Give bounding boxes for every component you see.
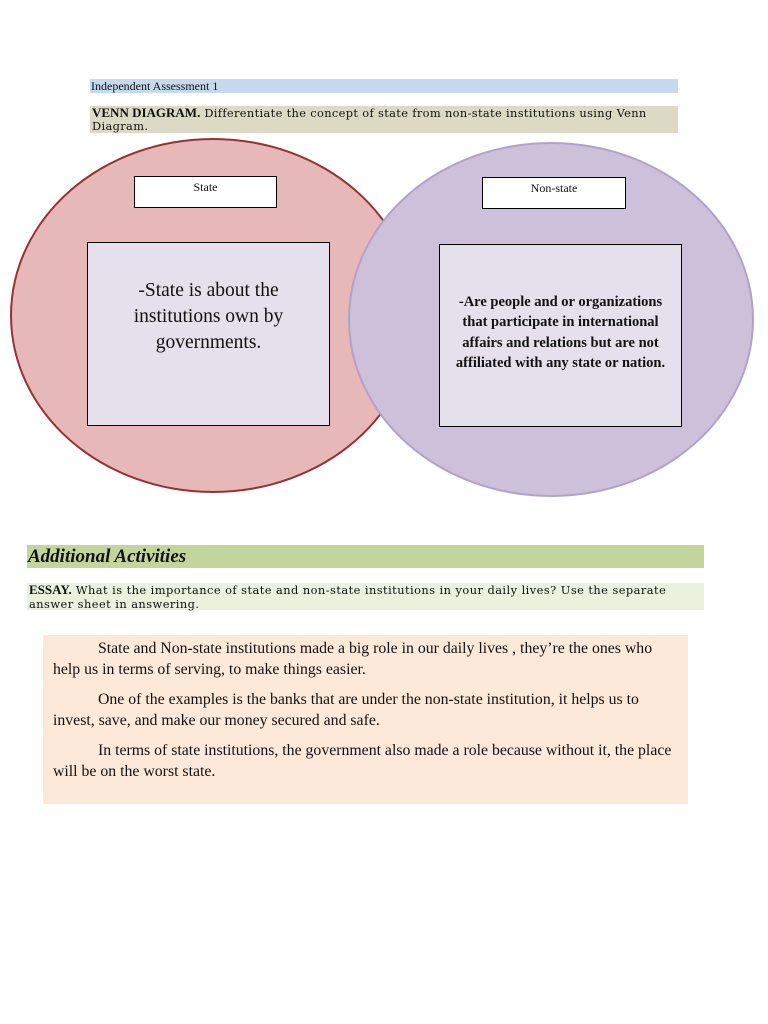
essay-paragraph: In terms of state institutions, the government also made a role because without it, the place will be on the worst state. [53,742,672,780]
venn-label: VENN DIAGRAM. [92,105,201,120]
additional-activities-heading: Additional Activities [27,545,704,568]
essay-instructions [27,583,704,610]
venn-instructions [90,106,678,133]
state-content-box [87,242,330,426]
essay-label: ESSAY. [29,582,72,597]
non-state-content-box [439,244,682,427]
venn-instructions-text: Differentiate the concept of state from non-state institutions using Venn Diagram. [92,106,647,133]
essay-instructions-text: What is the importance of state and non-state institutions in your daily lives? Use the separate answer sheet in answering. [29,583,667,611]
essay-answer [43,635,688,804]
essay-paragraph: State and Non-state institutions made a big role in our daily lives , they’re the ones who help us in terms of serving, to make things easier. [53,640,653,678]
essay-paragraph: One of the examples is the banks that are under the non-state institution, it helps us to invest, save, and make our money secured and safe. [53,691,639,729]
non-state-label-box: Non-state [482,177,626,209]
state-description: -State is about the institutions own by governments. [133,280,284,353]
non-state-description: -Are people and or organizations that participate in international affairs and relations but are not affiliated with any state or nation. [455,293,666,371]
state-label-box: State [134,176,277,208]
assessment-title: Independent Assessment 1 [90,79,678,93]
